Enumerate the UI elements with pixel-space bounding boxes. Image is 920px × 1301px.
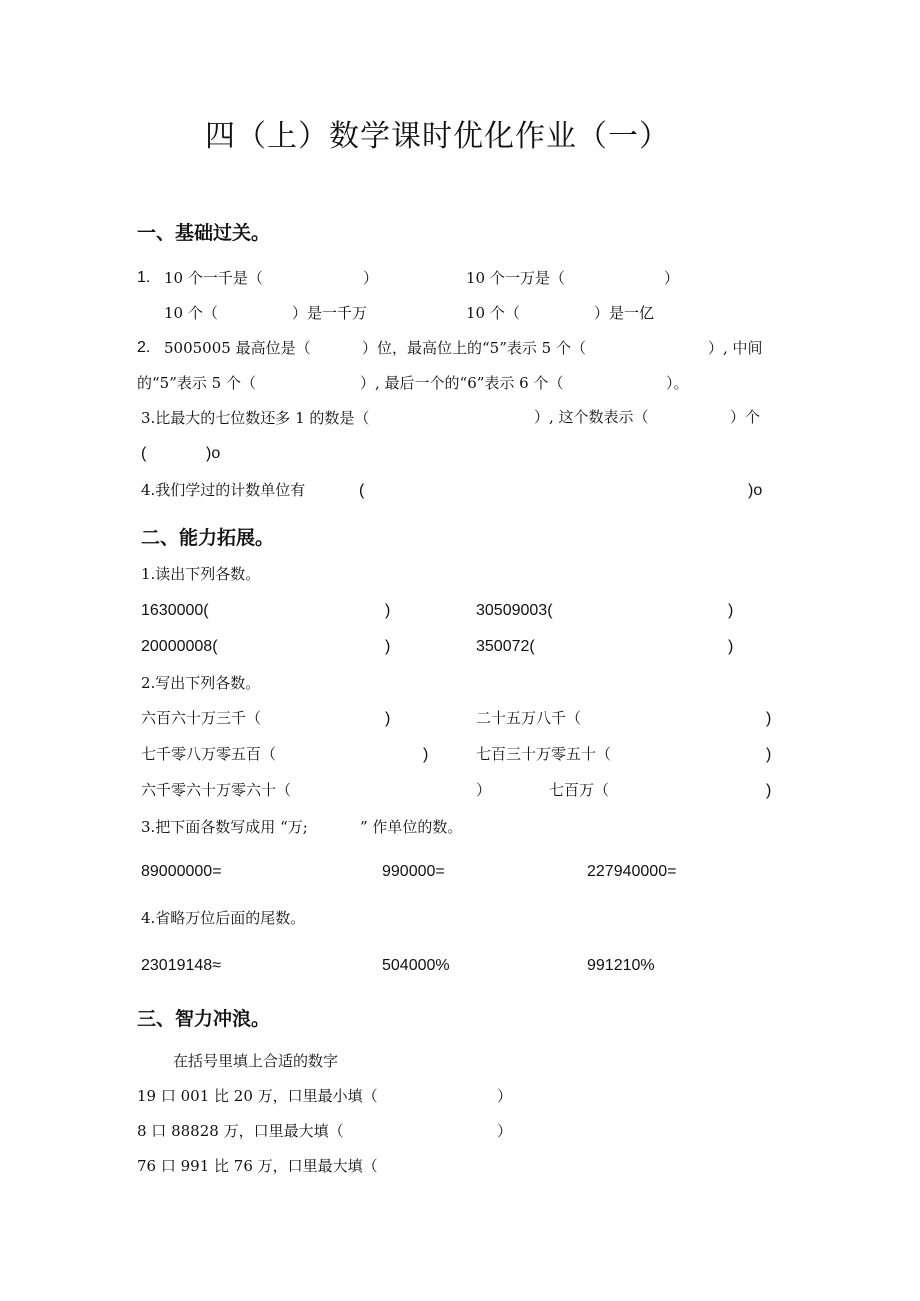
section-2-heading: 二、能力拓展。 <box>141 527 275 549</box>
q1-a-text: 10 个一千是（ <box>164 269 263 287</box>
q2-c-text: ）, 中间 <box>708 339 763 357</box>
q3-d-text: ( <box>141 445 147 462</box>
s2-q1-n3-close: ) <box>385 638 391 655</box>
s3-line-2-close: ） <box>497 1122 513 1140</box>
s3-line-1-close: ） <box>497 1087 513 1105</box>
q1-c-text: 10 个（ <box>164 304 218 322</box>
section-3-heading: 三、智力冲浪。 <box>137 1008 271 1030</box>
s2-q2-w5-close: ） <box>476 781 492 799</box>
q1-a-close: ） <box>363 269 379 287</box>
s2-q3-label-a: 3.把下面各数写成用 “万; <box>141 818 308 836</box>
s2-q1-n1: 1630000( <box>141 602 209 619</box>
section-1-heading: 一、基础过关。 <box>137 222 271 244</box>
s2-q2-w1: 六百六十万三千（ <box>141 709 262 727</box>
q1-b-text: 10 个一万是（ <box>466 269 565 287</box>
s2-q1-n3: 20000008( <box>141 638 218 655</box>
q4-b-text: ( <box>359 482 365 499</box>
s2-q2-w5: 六千零六十万零六十（ <box>141 781 292 799</box>
s2-q1-label: 1.读出下列各数。 <box>141 565 261 583</box>
s2-q3-e2: 990000= <box>382 863 445 880</box>
s3-line-1: 19 口 001 比 20 万，口里最小填（ <box>137 1087 378 1105</box>
s2-q2-w6: 七百万（ <box>549 781 610 799</box>
q1-d-text: 10 个（ <box>466 304 520 322</box>
s2-q1-n2-close: ) <box>728 602 734 619</box>
q3-c-text: ）个 <box>730 408 761 426</box>
q2-d-text: 的“5”表示 5 个（ <box>137 374 256 392</box>
s2-q1-n1-close: ) <box>385 602 391 619</box>
s2-q2-w4: 七百三十万零五十（ <box>476 745 612 763</box>
q2-number: 2. <box>137 339 151 356</box>
s2-q2-w3: 七千零八万零五百（ <box>141 745 277 763</box>
s2-q3-label-b: ” 作单位的数。 <box>360 818 463 836</box>
s2-q2-w6-close: ) <box>766 782 772 799</box>
q2-e-text: ）, 最后一个的“6”表示 6 个（ <box>360 374 564 392</box>
s2-q1-n2: 30509003( <box>476 602 553 619</box>
s2-q2-w2: 二十五万八千（ <box>476 709 582 727</box>
q2-b-text: ）位，最高位上的“5”表示 5 个（ <box>362 339 586 357</box>
s2-q2-w2-close: ) <box>766 710 772 727</box>
s2-q4-e3: 991210% <box>587 957 655 974</box>
s2-q2-w1-close: ) <box>385 710 391 727</box>
q1-number: 1. <box>137 269 151 286</box>
q2-f-text: ）。 <box>666 374 689 392</box>
q2-a-text: 5005005 最高位是（ <box>164 339 311 357</box>
s2-q3-e1: 89000000= <box>141 863 222 880</box>
s2-q2-label: 2.写出下列各数。 <box>141 674 261 692</box>
s3-line-3: 76 口 991 比 76 万，口里最大填（ <box>137 1157 378 1175</box>
page-title: 四（上）数学课时优化作业（一） <box>205 119 670 154</box>
s3-intro: 在括号里填上合适的数字 <box>173 1052 339 1070</box>
s2-q3-e3: 227940000= <box>587 863 677 880</box>
q4-a-text: 4.我们学过的计数单位有 <box>141 481 306 499</box>
q3-a-text: 3.比最大的七位数还多 1 的数是（ <box>141 409 370 427</box>
s2-q1-n4: 350072( <box>476 638 535 655</box>
s3-line-2: 8 口 88828 万，口里最大填（ <box>137 1122 344 1140</box>
q3-b-text: ）, 这个数表示（ <box>534 408 649 426</box>
q1-d-close: ）是一亿 <box>594 304 655 322</box>
s2-q2-w3-close: ) <box>423 746 429 763</box>
s2-q1-n4-close: ) <box>728 638 734 655</box>
q1-c-close: ）是一千万 <box>292 304 368 322</box>
s2-q4-label: 4.省略万位后面的尾数。 <box>141 909 306 927</box>
q3-e-text: )o <box>206 445 221 462</box>
q1-b-close: ） <box>664 269 680 287</box>
s2-q4-e2: 504000% <box>382 957 450 974</box>
q4-c-text: )o <box>748 482 763 499</box>
s2-q2-w4-close: ) <box>766 746 772 763</box>
s2-q4-e1: 23019148≈ <box>141 957 221 974</box>
